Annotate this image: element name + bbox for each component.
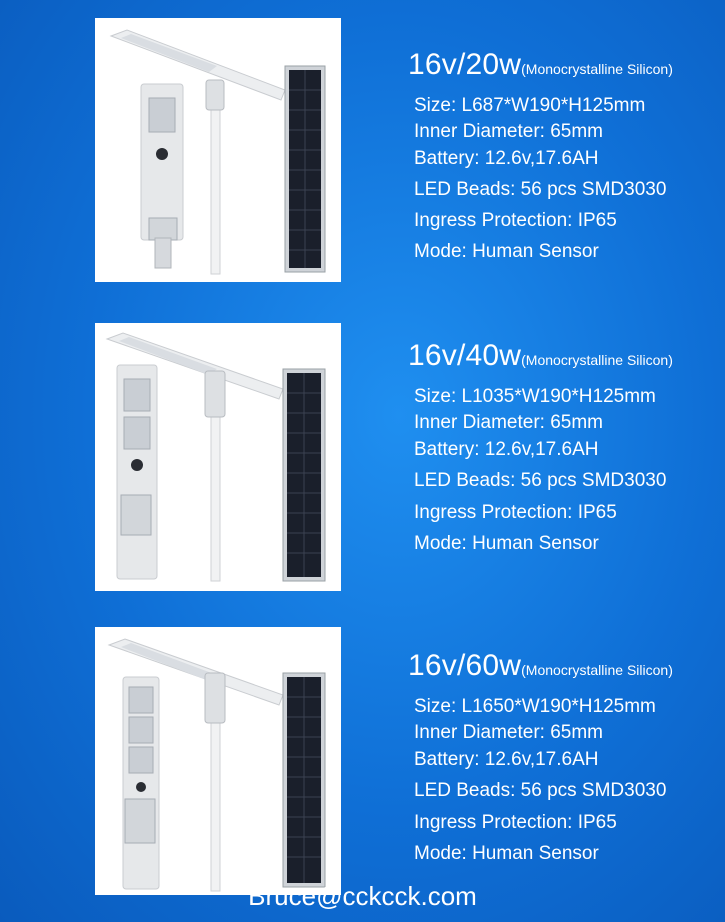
- led-module: [129, 687, 153, 713]
- pole-bracket: [206, 80, 224, 110]
- spec-battery: Battery: 12.6v,17.6AH: [414, 148, 599, 169]
- spec-size: Size: L1035*W190*H125mm: [414, 386, 656, 407]
- spec-inner-diameter: Inner Diameter: 65mm: [414, 722, 604, 743]
- footer-email: Bruce@cckcck.com: [248, 881, 477, 911]
- led-module: [129, 747, 153, 773]
- spec-ingress: Ingress Protection: IP65: [414, 812, 617, 833]
- street-light-40w-illustration: [97, 325, 339, 589]
- title-sub: (Monocrystalline Silicon): [521, 662, 673, 678]
- product-image-40w: [95, 323, 341, 591]
- led-module: [149, 98, 175, 132]
- title-main: 16v/20w: [408, 48, 522, 81]
- pole: [211, 82, 220, 274]
- mount-bracket: [121, 495, 151, 535]
- spec-size: Size: L1650*W190*H125mm: [414, 696, 656, 717]
- pole-bracket: [205, 673, 225, 723]
- spec-ingress: Ingress Protection: IP65: [414, 210, 617, 231]
- lamp-head-led: [121, 34, 217, 72]
- mount-pipe: [155, 238, 171, 268]
- spec-size: Size: L687*W190*H125mm: [414, 95, 646, 116]
- spec-battery: Battery: 12.6v,17.6AH: [414, 749, 599, 770]
- mount-bracket: [149, 218, 177, 240]
- title-main: 16v/60w: [408, 649, 522, 682]
- title-sub: (Monocrystalline Silicon): [521, 352, 673, 368]
- title-main: 16v/40w: [408, 339, 522, 372]
- street-light-20w-illustration: [97, 20, 339, 280]
- spec-mode: Mode: Human Sensor: [414, 241, 599, 262]
- led-module: [124, 417, 150, 449]
- street-light-60w-illustration: [97, 629, 339, 893]
- sensor: [136, 782, 146, 792]
- spec-led-beads: LED Beads: 56 pcs SMD3030: [414, 179, 667, 200]
- product-title: [408, 649, 673, 687]
- spec-led-beads: LED Beads: 56 pcs SMD3030: [414, 470, 667, 491]
- mount-bracket: [125, 799, 155, 843]
- product-image-60w: [95, 627, 341, 895]
- led-module: [124, 379, 150, 411]
- spec-inner-diameter: Inner Diameter: 65mm: [414, 121, 604, 142]
- product-title: [408, 48, 673, 86]
- lamp-head-led: [121, 643, 217, 681]
- title-sub: (Monocrystalline Silicon): [521, 61, 673, 77]
- spec-led-beads: LED Beads: 56 pcs SMD3030: [414, 780, 667, 801]
- spec-inner-diameter: Inner Diameter: 65mm: [414, 412, 604, 433]
- sensor: [131, 459, 143, 471]
- spec-ingress: Ingress Protection: IP65: [414, 502, 617, 523]
- spec-mode: Mode: Human Sensor: [414, 843, 599, 864]
- sensor: [156, 148, 168, 160]
- product-image-20w: [95, 18, 341, 282]
- led-module: [129, 717, 153, 743]
- spec-battery: Battery: 12.6v,17.6AH: [414, 439, 599, 460]
- product-title: [408, 339, 673, 377]
- pole-bracket: [205, 371, 225, 417]
- spec-mode: Mode: Human Sensor: [414, 533, 599, 554]
